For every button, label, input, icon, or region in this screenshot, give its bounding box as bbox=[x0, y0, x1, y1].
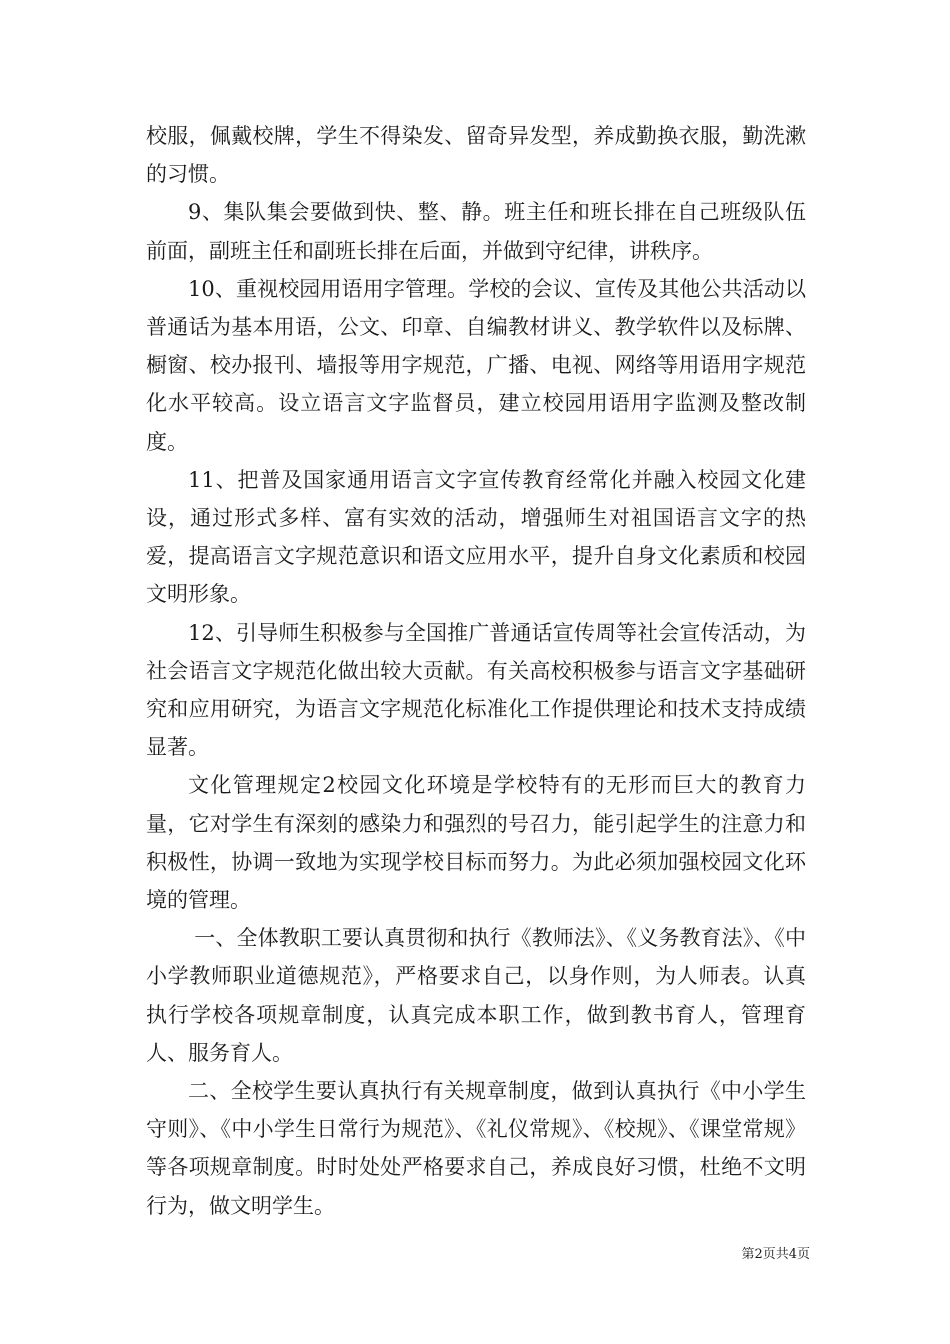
paragraph-item-9: 9、集队集会要做到快、整、静。班主任和班长排在自己班级队伍前面，副班主任和副班长排在后面，并做到守纪律，讲秩序。 bbox=[146, 200, 806, 263]
paragraph-item-11: 11、把普及国家通用语言文字宣传教育经常化并融入校园文化建设，通过形式多样、富有实效的活动，增强师生对祖国语言文字的热爱，提高语言文字规范意识和语文应用水平，提升自身文化素质和校园文明形象。 bbox=[146, 467, 806, 607]
page-number: 第2页共4页 bbox=[741, 1247, 810, 1262]
paragraph-section-1: 一、全体教职工要认真贯彻和执行《教师法》、《义务教育法》、《中小学教师职业道德规范》，严格要求自己，以身作则，为人师表。认真执行学校各项规章制度，认真完成本职工作，做到教书育人，管理育人、服务育人。 bbox=[146, 926, 806, 1065]
paragraph-section-2: 二、全校学生要认真执行有关规章制度，做到认真执行《中小学生守则》、《中小学生日常行为规范》、《礼仪常规》、《校规》、《课堂常规》等各项规章制度。时时处处严格要求自己，养成良好习惯，杜绝不文明行为，做文明学生。 bbox=[146, 1079, 806, 1218]
paragraph-item-12: 12、引导师生积极参与全国推广普通话宣传周等社会宣传活动，为社会语言文字规范化做出较大贡献。有关高校积极参与语言文字基础研究和应用研究，为语言文字规范化标准化工作提供理论和技术支持成绩显著。 bbox=[146, 620, 806, 760]
paragraph-culture-intro: 文化管理规定2校园文化环境是学校特有的无形而巨大的教育力量，它对学生有深刻的感染力和强烈的号召力，能引起学生的注意力和积极性，协调一致地为实现学校目标而努力。为此必须加强校园文化环境的管理。 bbox=[146, 773, 806, 913]
paragraph-continuation: 校服，佩戴校牌，学生不得染发、留奇异发型，养成勤换衣服，勤洗漱的习惯。 bbox=[146, 124, 806, 187]
paragraph-item-10: 10、重视校园用语用字管理。学校的会议、宣传及其他公共活动以普通话为基本用语，公文、印章、自编教材讲义、教学软件以及标牌、橱窗、校办报刊、墙报等用字规范，广播、电视、网络等用语用字规范化水平较高。设立语言文字监督员，建立校园用语用字监测及整改制度。 bbox=[146, 276, 806, 454]
document-body bbox=[146, 117, 806, 1225]
